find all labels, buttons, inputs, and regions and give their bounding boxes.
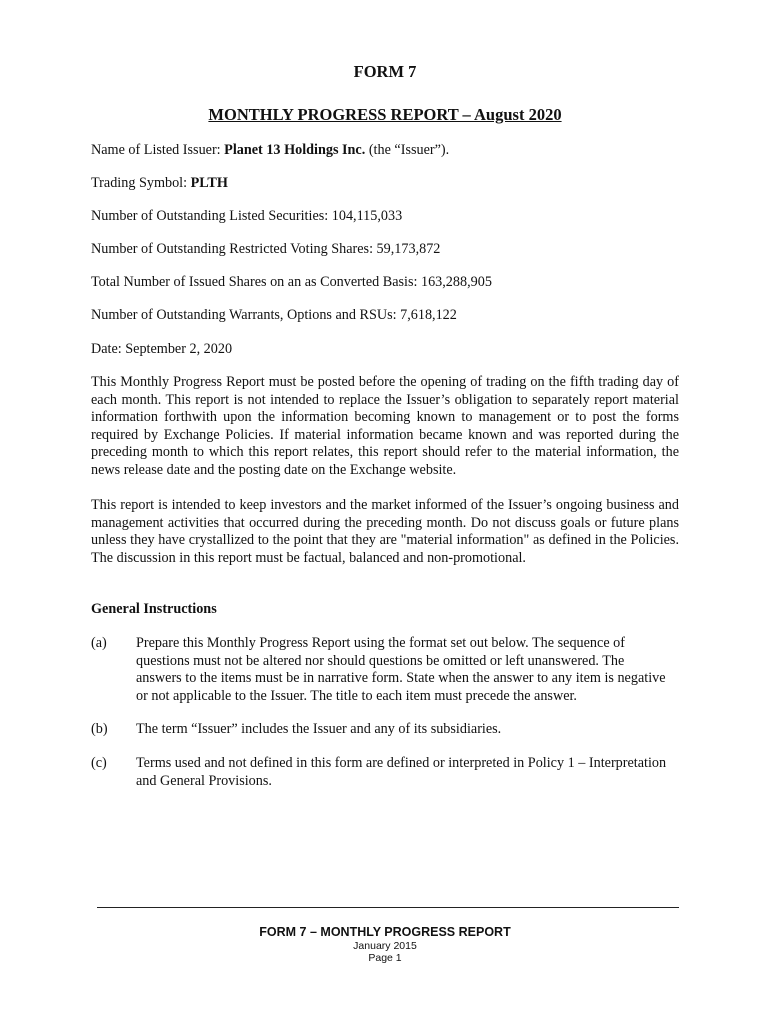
symbol-value: PLTH: [190, 175, 228, 191]
purpose-paragraph: This report is intended to keep investors and the market informed of the Issuer’s ongoing business and management activities that occurred during the preceding month. Do not discuss goals or future plans unless they have crystallized to the point that they are "material information" as defined in the Policies. The discussion in this report must be factual, balanced and non-promotional.: [91, 497, 679, 566]
report-title: MONTHLY PROGRESS REPORT – August 2020: [208, 105, 562, 124]
general-instructions-heading: General Instructions: [91, 601, 217, 617]
warrants-line: Number of Outstanding Warrants, Options and RSUs: 7,618,122: [91, 307, 457, 323]
instruction-text-b: The term “Issuer” includes the Issuer and any of its subsidiaries.: [136, 721, 502, 737]
issuer-name-line: [91, 142, 449, 159]
trading-symbol-line: [91, 175, 228, 192]
instruction-label-c: (c): [91, 755, 107, 771]
instruction-text-a: Prepare this Monthly Progress Report using the format set out below. The sequence of questions must not be altered nor should questions be omitted or left unanswered. The answers to the items must be in narrative form. State when the answer to any item is negative or not applicable to the Issuer. The title to each item must precede the answer.: [136, 635, 666, 704]
listed-securities-line: Number of Outstanding Listed Securities: 104,115,033: [91, 208, 403, 224]
date-line: Date: September 2, 2020: [91, 341, 233, 357]
instruction-label-b: (b): [91, 721, 108, 737]
form-title: FORM 7: [353, 62, 417, 81]
instruction-label-a: (a): [91, 635, 107, 651]
converted-basis-line: Total Number of Issued Shares on an as Converted Basis: 163,288,905: [91, 274, 492, 290]
footer-divider: [97, 907, 679, 908]
footer-page-number: Page 1: [368, 952, 402, 964]
footer-date: January 2015: [353, 940, 417, 952]
instruction-text-c: Terms used and not defined in this form are defined or interpreted in Policy 1 – Interpretation and General Provisions.: [136, 755, 667, 789]
intro-paragraph: This Monthly Progress Report must be posted before the opening of trading on the fifth trading day of each month. This report is not intended to replace the Issuer’s obligation to separately report material information forthwith upon the information becoming known to management or to post the forms required by Exchange Policies. If material information became known and was reported during the preceding month to which this report relates, this report should refer to the material information, the news release date and the posting date on the Exchange website.: [91, 374, 679, 478]
symbol-label: Trading Symbol:: [91, 175, 191, 191]
issuer-name: Planet 13 Holdings Inc.: [224, 142, 366, 158]
issuer-suffix: (the “Issuer”).: [365, 142, 450, 158]
footer-title: FORM 7 – MONTHLY PROGRESS REPORT: [259, 925, 511, 939]
issuer-label: Name of Listed Issuer:: [91, 142, 225, 158]
restricted-shares-line: Number of Outstanding Restricted Voting Shares: 59,173,872: [91, 241, 441, 257]
